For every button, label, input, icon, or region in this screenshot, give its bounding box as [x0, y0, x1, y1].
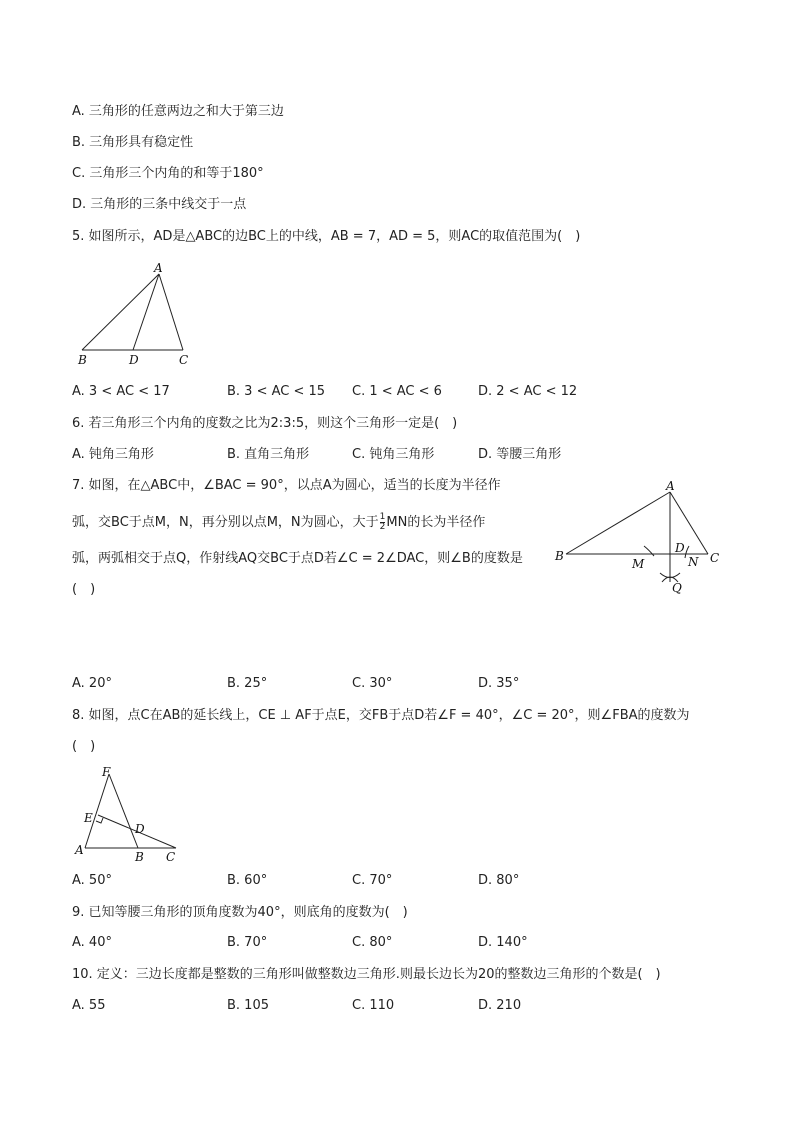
q10-option-a: A. 55: [72, 998, 106, 1013]
q8-line-1: 8. 如图，点C在AB的延长线上，CE ⊥ AF于点E，交FB于点D若∠F = 40°，∠C = 20°，则∠FBA的度数为: [72, 708, 690, 723]
q10-option-d: D. 210: [478, 998, 522, 1013]
q5-side-ab: [82, 274, 159, 350]
q9-option-a: A. 40°: [72, 935, 112, 950]
q5-option-c: C. 1 < AC < 6: [352, 384, 442, 399]
q4-option-a: A. 三角形的任意两边之和大于第三边: [72, 104, 284, 119]
q8-option-a: A. 50°: [72, 873, 112, 888]
q7-option-b: B. 25°: [227, 676, 268, 691]
q9-option-b: B. 70°: [227, 935, 268, 950]
q7-option-c: C. 30°: [352, 676, 393, 691]
q5-option-a: A. 3 < AC < 17: [72, 384, 170, 399]
q4-option-d: D. 三角形的三条中线交于一点: [72, 197, 247, 212]
q7-label-m: M: [632, 557, 645, 571]
q8-option-c: C. 70°: [352, 873, 393, 888]
q7-label-a: A: [666, 479, 675, 493]
q5-option-d: D. 2 < AC < 12: [478, 384, 578, 399]
q6-option-b: B. 直角三角形: [227, 447, 310, 462]
q7-label-q: Q: [672, 581, 682, 595]
q7-line-2: [72, 513, 485, 532]
q5-label-c: C: [179, 353, 189, 367]
q7-line-1: 7. 如图，在△ABC中，∠BAC = 90°，以点A为圆心，适当的长度为半径作: [72, 478, 501, 493]
q7-line-2-post: MN的长为半径作: [386, 515, 486, 530]
q7-line-2-pre: 弧，交BC于点M，N，再分别以点M，N为圆心，大于: [72, 515, 379, 530]
q4-option-b: B. 三角形具有稳定性: [72, 135, 194, 150]
q8-figure: [72, 762, 184, 866]
q5-median-ad: [133, 274, 159, 350]
q8-label-e: E: [84, 811, 93, 825]
q7-option-a: A. 20°: [72, 676, 112, 691]
q7-option-d: D. 35°: [478, 676, 520, 691]
q7-figure: [552, 478, 724, 598]
q7-side-ab: [566, 492, 670, 554]
q8-label-b: B: [135, 850, 144, 864]
q10-stem: 10. 定义：三边长度都是整数的三角形叫做整数边三角形.则最长边长为20的整数边三角形的个数是( ): [72, 967, 661, 982]
q8-label-a: A: [75, 843, 84, 857]
q7-line-4: ( ): [72, 582, 96, 597]
q5-label-d: D: [129, 353, 139, 367]
q7-label-n: N: [688, 555, 699, 569]
q5-stem: 5. 如图所示，AD是△ABC的边BC上的中线，AB = 7，AD = 5，则AC的取值范围为( ): [72, 229, 581, 244]
q6-option-d: D. 等腰三角形: [478, 447, 562, 462]
q5-figure: [72, 258, 202, 370]
q9-option-c: C. 80°: [352, 935, 393, 950]
q7-label-c: C: [710, 551, 720, 565]
q4-option-c: C. 三角形三个内角的和等于180°: [72, 166, 264, 181]
q7-label-d: D: [675, 541, 685, 555]
q7-fraction-numerator: 1: [379, 512, 386, 522]
q5-label-a: A: [154, 261, 163, 275]
q9-stem: 9. 已知等腰三角形的顶角度数为40°，则底角的度数为( ): [72, 905, 408, 920]
q10-option-b: B. 105: [227, 998, 269, 1013]
q8-label-c: C: [166, 850, 176, 864]
q8-line-2: ( ): [72, 739, 96, 754]
q9-option-d: D. 140°: [478, 935, 528, 950]
q7-fraction: [380, 513, 386, 532]
q7-label-b: B: [555, 549, 564, 563]
q6-option-a: A. 钝角三角形: [72, 447, 154, 462]
q5-option-b: B. 3 < AC < 15: [227, 384, 326, 399]
q7-line-3: 弧，两弧相交于点Q，作射线AQ交BC于点D若∠C = 2∠DAC，则∠B的度数是: [72, 551, 523, 566]
q8-label-f: F: [102, 765, 111, 779]
q8-option-d: D. 80°: [478, 873, 520, 888]
q5-side-ac: [159, 274, 183, 350]
q8-label-d: D: [135, 822, 145, 836]
q8-option-b: B. 60°: [227, 873, 268, 888]
q8-right-angle-mark: [96, 818, 103, 823]
q8-side-fb: [109, 774, 138, 848]
q5-label-b: B: [78, 353, 87, 367]
q6-option-c: C. 钝角三角形: [352, 447, 435, 462]
q7-fraction-denominator: 2: [379, 522, 386, 532]
q6-stem: 6. 若三角形三个内角的度数之比为2:3:5，则这个三角形一定是( ): [72, 416, 458, 431]
q10-option-c: C. 110: [352, 998, 395, 1013]
